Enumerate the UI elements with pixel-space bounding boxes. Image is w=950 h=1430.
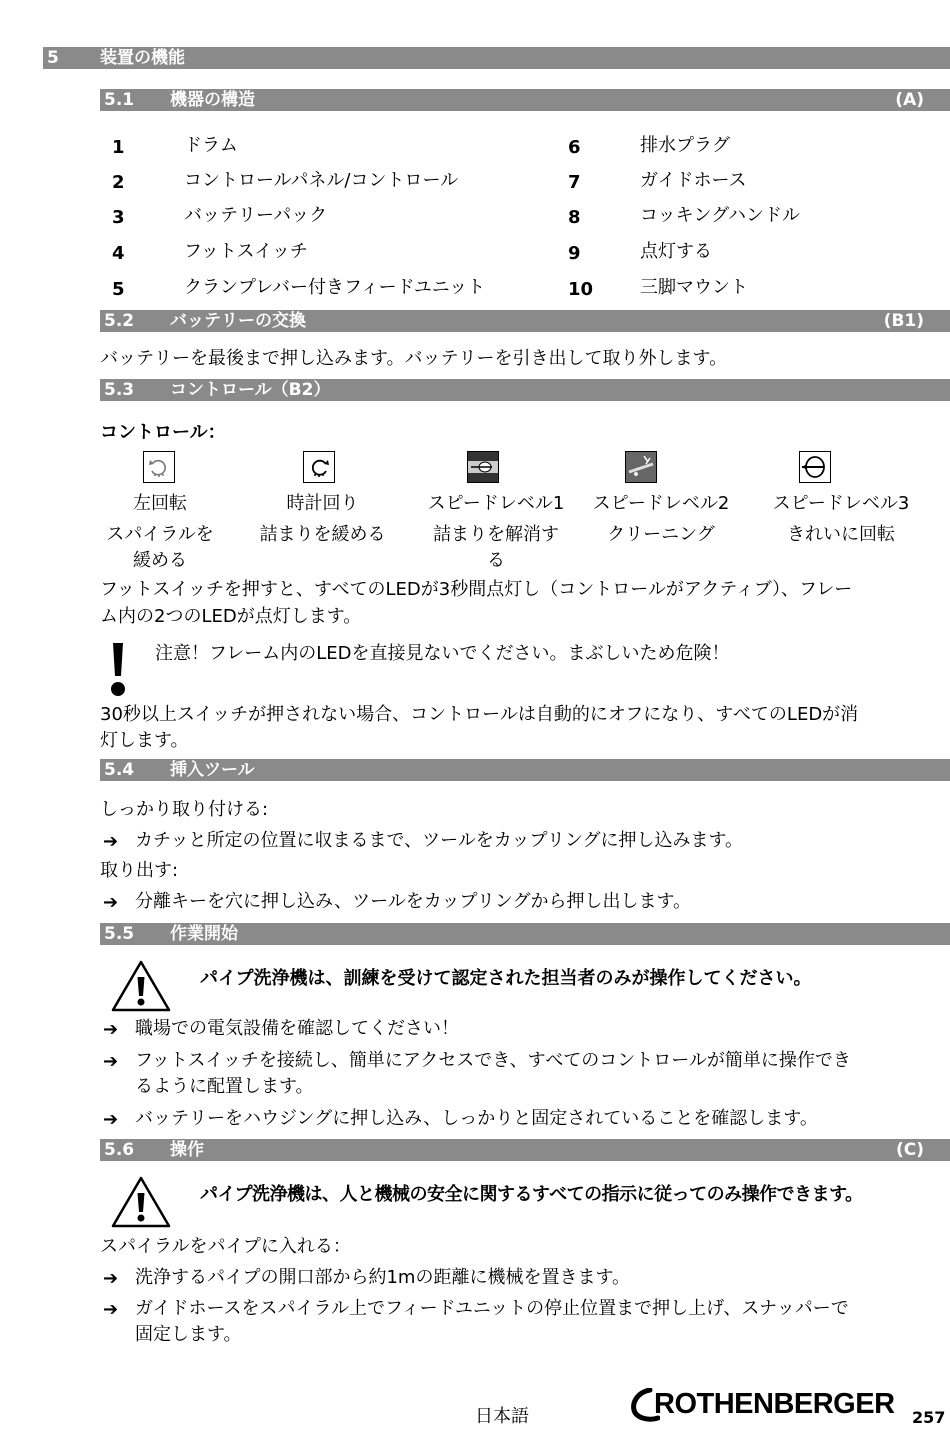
arrow-right-icon: ➔ [103, 1051, 119, 1072]
controls-paragraph-line: ム内の2つのLEDが点灯します。 [100, 606, 362, 627]
section-5-2-header [100, 310, 950, 332]
speed-level-3-icon [799, 451, 831, 483]
part-number: 2 [112, 172, 125, 193]
section-title: 作業開始 [170, 924, 238, 944]
part-number: 3 [112, 207, 125, 228]
control-name: 左回転 [133, 493, 187, 514]
warning-triangle-icon [110, 1175, 172, 1233]
section-5-4-header [100, 759, 950, 781]
battery-text: バッテリーを最後まで押し込みます。バッテリーを引き出して取り外します。 [100, 348, 728, 369]
warning-triangle-icon [110, 959, 172, 1017]
figure-ref: (B1) [883, 311, 924, 331]
speed-level-1-icon [467, 451, 499, 483]
brand-name: ROTHENBERGER [654, 1388, 895, 1420]
control-desc: きれいに回転 [787, 524, 895, 545]
section-number: 5.3 [104, 380, 135, 400]
part-label: コントロールパネル/コントロール [184, 170, 459, 191]
section-number: 5.4 [104, 760, 135, 780]
remove-tool-label: 取り出す: [100, 860, 179, 881]
start-step: 職場での電気設備を確認してください！ [135, 1018, 459, 1039]
part-number: 1 [112, 137, 125, 158]
section-title: 装置の機能 [100, 48, 185, 68]
operation-step: ガイドホースをスパイラル上でフィードユニットの停止位置まで押し上げ、スナッパーで [135, 1298, 849, 1319]
section-title: バッテリーの交換 [170, 311, 306, 331]
section-title: 操作 [170, 1140, 204, 1160]
rotate-left-icon [143, 451, 175, 483]
figure-ref: (C) [895, 1140, 924, 1160]
led-caution-note: 注意！フレーム内のLEDを直接見ないでください。まぶしいため危険！ [155, 643, 730, 664]
qualified-personnel-warning: パイプ洗浄機は、訓練を受けて認定された担当者のみが操作してください。 [200, 968, 812, 989]
control-name: スピードレベル1 [427, 493, 565, 514]
footer-language: 日本語 [475, 1406, 529, 1427]
section-title: 挿入ツール [170, 760, 255, 780]
fix-tool-step: カチッと所定の位置に収まるまで、ツールをカップリングに押し込みます。 [135, 830, 744, 851]
section-title: 機器の構造 [170, 90, 255, 110]
part-label: バッテリーパック [184, 205, 328, 226]
part-label: ドラム [184, 135, 238, 156]
safety-instructions-warning: パイプ洗浄機は、人と機械の安全に関するすべての指示に従ってのみ操作できます。 [200, 1184, 863, 1205]
exclamation-icon [110, 643, 126, 697]
section-5-5-header [100, 923, 950, 945]
section-5-6-header [100, 1139, 950, 1161]
control-desc: 緩める [133, 550, 187, 571]
section-5-3-header [100, 379, 950, 401]
fix-tool-label: しっかり取り付ける: [100, 799, 269, 820]
control-name: 時計回り [286, 493, 359, 514]
part-number: 7 [568, 172, 581, 193]
control-desc: 詰まりを緩める [259, 524, 386, 545]
control-name: スピードレベル3 [772, 493, 910, 514]
controls-label: コントロール： [100, 422, 226, 443]
part-label: クランプレバー付きフィードユニット [184, 277, 486, 298]
rothenberger-logo [628, 1388, 908, 1428]
start-step-continued: るように配置します。 [135, 1076, 314, 1097]
arrow-right-icon: ➔ [103, 1299, 119, 1320]
section-title: コントロール（B2） [170, 380, 331, 400]
section-number: 5.1 [104, 90, 135, 110]
arrow-right-icon: ➔ [103, 1019, 119, 1040]
start-step: フットスイッチを接続し、簡単にアクセスでき、すべてのコントロールが簡単に操作でき [135, 1050, 851, 1071]
speed-level-2-icon [625, 451, 657, 483]
arrow-right-icon: ➔ [103, 831, 119, 852]
auto-off-paragraph-line: 灯します。 [100, 730, 189, 751]
part-number: 5 [112, 279, 125, 300]
control-desc: クリーニング [607, 524, 715, 545]
page-number: 257 [912, 1408, 946, 1427]
section-number: 5.5 [104, 924, 135, 944]
arrow-right-icon: ➔ [103, 892, 119, 913]
part-label: フットスイッチ [184, 241, 308, 262]
arrow-right-icon: ➔ [103, 1268, 119, 1289]
part-number: 10 [568, 279, 594, 300]
section-5-header [43, 47, 950, 69]
part-label: 三脚マウント [640, 277, 748, 298]
operation-step-continued: 固定します。 [135, 1324, 242, 1345]
insert-spiral-label: スパイラルをパイプに入れる： [100, 1236, 351, 1257]
part-label: 点灯する [640, 241, 712, 262]
section-5-1-header [100, 89, 950, 111]
section-number: 5 [47, 48, 59, 68]
arrow-right-icon: ➔ [103, 1109, 119, 1130]
figure-ref: (A) [895, 90, 924, 110]
controls-paragraph-line: フットスイッチを押すと、すべてのLEDが3秒間点灯し（コントロールがアクティブ）、フレー [100, 579, 853, 600]
part-label: コッキングハンドル [640, 205, 801, 226]
section-number: 5.2 [104, 311, 135, 331]
operation-step: 洗浄するパイプの開口部から約1mの距離に機械を置きます。 [135, 1267, 631, 1288]
rotate-clockwise-icon [303, 451, 335, 483]
part-label: 排水プラグ [640, 135, 730, 156]
part-number: 9 [568, 243, 581, 264]
control-desc: る [487, 550, 505, 571]
part-number: 4 [112, 243, 125, 264]
auto-off-paragraph-line: 30秒以上スイッチが押されない場合、コントロールは自動的にオフになり、すべてのLEDが消 [100, 704, 859, 725]
start-step: バッテリーをハウジングに押し込み、しっかりと固定されていることを確認します。 [135, 1108, 818, 1129]
remove-tool-step: 分離キーを穴に押し込み、ツールをカップリングから押し出します。 [135, 891, 692, 912]
control-desc: 詰まりを解消す [433, 524, 559, 545]
part-number: 6 [568, 137, 581, 158]
control-desc: スパイラルを [106, 524, 214, 545]
section-number: 5.6 [104, 1140, 135, 1160]
part-number: 8 [568, 207, 581, 228]
control-name: スピードレベル2 [592, 493, 730, 514]
part-label: ガイドホース [640, 170, 747, 191]
